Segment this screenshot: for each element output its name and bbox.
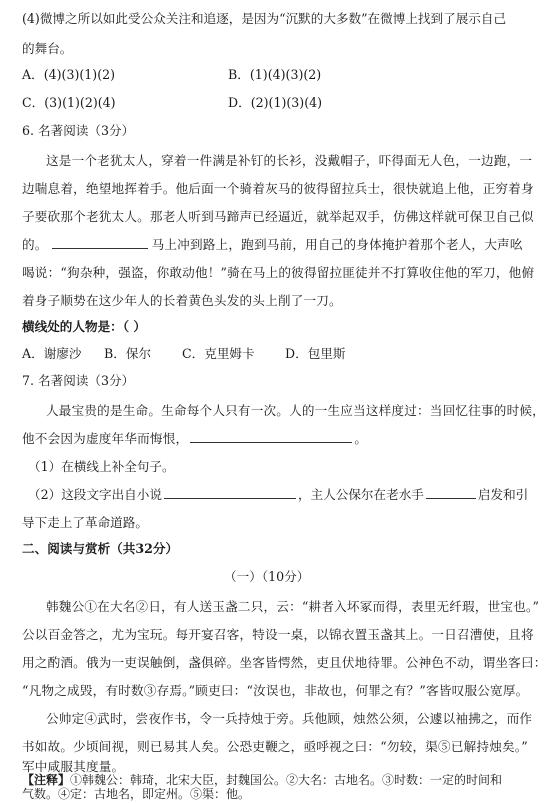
section-2-subheading: （一）（10分） bbox=[224, 569, 310, 584]
q7-subquestion-2-line-2: 导下走上了革命道路。 bbox=[22, 515, 148, 530]
q6-passage-line-6: 着身子顺势在这少年人的长着黄色头发的头上削了一刀。 bbox=[22, 293, 342, 308]
q6-passage-line-1: 这是一个老犹太人，穿着一件满是补钉的长衫，没戴帽子，吓得面无人色，一边跑，一 bbox=[46, 153, 533, 168]
q7-fill-blank-novel[interactable] bbox=[164, 486, 296, 499]
q5-line-2: 的舞台。 bbox=[22, 41, 73, 56]
classical-text-line-7: 军中咸服其度量。 bbox=[22, 759, 125, 774]
classical-text-line-2: 公以百金答之，尤为宝玩。每开宴召客，特设一桌，以锦衣置玉盏其上。一日召漕使，且将 bbox=[22, 627, 534, 642]
q5-option-d: D．(2)(1)(3)(4) bbox=[228, 95, 323, 110]
q6-heading: 6. 名著阅读（3分） bbox=[22, 123, 135, 138]
q7-quote-line-2-end: 。 bbox=[354, 431, 368, 446]
q7-quote-line-2 bbox=[22, 430, 367, 448]
q7-subquestion-2-part-c: 启发和引 bbox=[477, 487, 529, 502]
classical-text-line-5: 公帅定④武时，尝夜作书，令一兵持烛于旁。兵他顾，烛然公须，公遽以袖拂之，而作 bbox=[46, 711, 533, 726]
q6-passage-line-4-end: 马上冲到路上，跑到马前，用自己的身体掩护着那个老人，大声吆 bbox=[151, 237, 523, 252]
q7-heading: 7. 名著阅读（3分） bbox=[22, 373, 135, 388]
q7-fill-blank-sentence[interactable] bbox=[190, 430, 352, 443]
classical-text-line-6: 书如故。少顷间视，则已易其人矣。公恐吏鞭之，亟呼视之曰：“勿较，渠⑤已解持烛矣。” bbox=[22, 739, 528, 754]
q7-subquestion-2-part-b: ，主人公保尔在老水手 bbox=[297, 487, 424, 502]
q7-subquestion-2-part-a: （2）这段文字出自小说 bbox=[28, 487, 162, 502]
q6-passage-line-5: 喝说：“狗杂种，强盗，你敢动他！”骑在马上的彼得留拉匪徒并不打算收住他的军刀，他俯 bbox=[22, 265, 535, 280]
q5-line-1: (4)微博之所以如此受公众关注和追逐，是因为“沉默的大多数”在微博上找到了展示自己 bbox=[22, 11, 507, 26]
classical-text-line-4: “凡物之成毁，有时数③存焉。”顾吏曰：“汝误也，非故也，何罪之有？”客皆叹服公宽厚。 bbox=[22, 683, 529, 698]
q6-passage-line-2: 边喘息着，绝望地挥着手。他后面一个骑着灰马的彼得留拉兵士，很快就追上他，正穷着身 bbox=[22, 181, 534, 196]
q6-question: 横线处的人物是：（ ） bbox=[22, 319, 147, 334]
q6-passage-line-4-start: 的。 bbox=[22, 237, 48, 252]
q6-option-d: D．包里斯 bbox=[285, 346, 346, 361]
q5-option-b: B．(1)(4)(3)(2) bbox=[228, 67, 322, 82]
q6-option-a: A．谢廖沙 bbox=[22, 346, 82, 361]
q6-option-b: B．保尔 bbox=[104, 346, 152, 361]
q7-quote-line-2-start: 他不会因为虚度年华而悔恨， bbox=[22, 431, 189, 446]
q5-option-c: C．(3)(1)(2)(4) bbox=[22, 95, 116, 110]
q6-passage-line-4 bbox=[22, 236, 523, 254]
annotation-label: 【注释】 bbox=[22, 773, 71, 787]
q7-subquestion-2 bbox=[28, 486, 528, 504]
classical-text-line-3: 用之酌酒。俄为一吏误触倒，盏俱碎。坐客皆愕然，吏且伏地待罪。公神色不动，谓坐客曰： bbox=[22, 655, 547, 670]
annotation-text-1: ①韩魏公：韩琦，北宋大臣，封魏国公。②大名：古地名。③时数：一定的时间和 bbox=[70, 773, 503, 787]
section-2-heading: 二、阅读与赏析（共32分） bbox=[22, 541, 179, 556]
q5-option-a: A．(4)(3)(1)(2) bbox=[22, 67, 116, 82]
q7-quote-line-1: 人最宝贵的是生命。生命每个人只有一次。人的一生应当这样度过：当回忆往事的时候， bbox=[46, 403, 545, 418]
q7-fill-blank-sailor[interactable] bbox=[426, 486, 476, 499]
q6-passage-line-3: 子要砍那个老犹太人。那老人听到马蹄声已经逼近，就举起双手，仿佛这样就可保卫自己似 bbox=[22, 209, 534, 224]
q6-option-c: C．克里姆卡 bbox=[182, 346, 255, 361]
q6-fill-blank[interactable] bbox=[52, 236, 148, 249]
annotation-line-2: 气数。④定：古地名，即定州。⑤渠：他。 bbox=[22, 787, 251, 801]
q7-subquestion-1: （1）在横线上补全句子。 bbox=[28, 459, 175, 474]
annotation-line-1 bbox=[22, 773, 502, 787]
classical-text-line-1: 韩魏公①在大名②日，有人送玉盏二只，云：“耕者入坏冢而得，表里无纤瑕，世宝也。” bbox=[46, 599, 540, 614]
